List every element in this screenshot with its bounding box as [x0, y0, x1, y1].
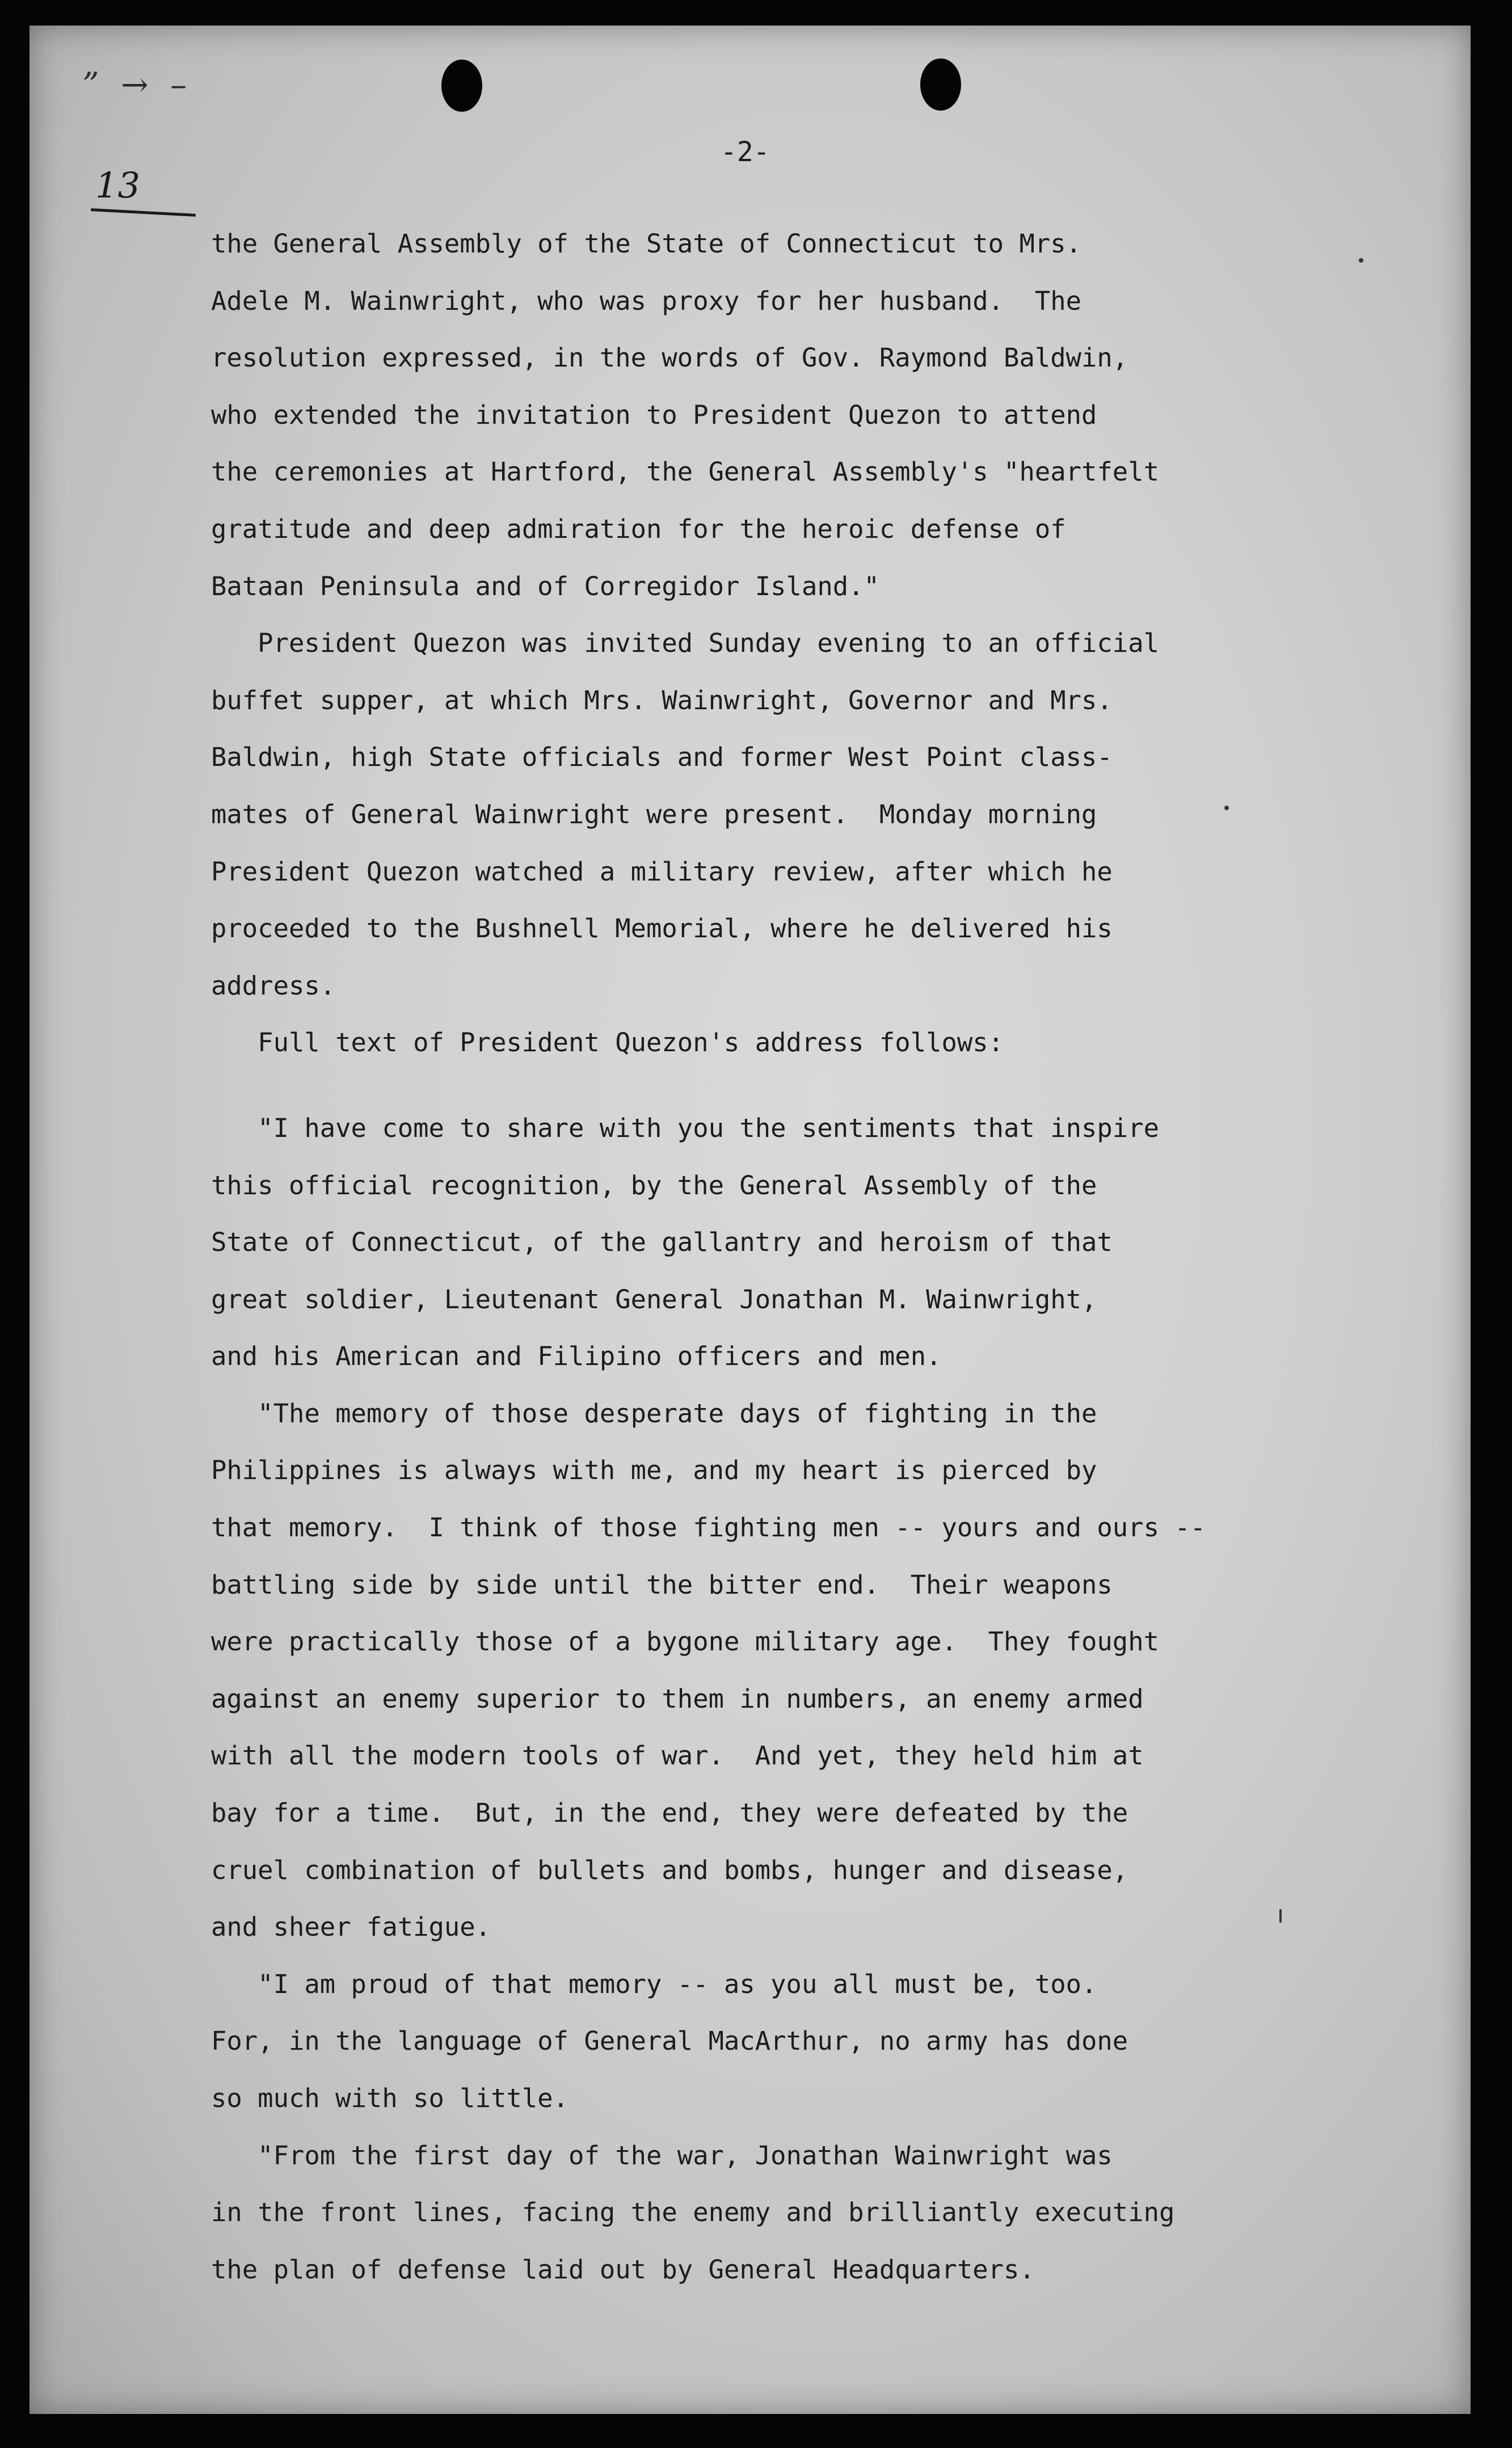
text-line: mates of General Wainwright were present. Monday morning	[211, 799, 1097, 829]
text-line: For, in the language of General MacArthur, no army has done	[211, 2026, 1128, 2057]
punch-hole-right	[920, 58, 961, 111]
paper-speck	[1279, 1909, 1282, 1923]
text-line: resolution expressed, in the words of Gov. Raymond Baldwin,	[211, 343, 1128, 373]
text-line: were practically those of a bygone military age. They fought	[211, 1627, 1159, 1657]
text-line: so much with so little.	[211, 2083, 569, 2113]
text-line: this official recognition, by the General Assembly of the	[211, 1170, 1097, 1200]
text-line: "The memory of those desperate days of fighting in the	[211, 1398, 1097, 1429]
typed-body-text	[211, 216, 1346, 2298]
text-line: "I am proud of that memory -- as you all must be, too.	[211, 1969, 1097, 1999]
text-line: President Quezon was invited Sunday evening to an official	[211, 628, 1159, 659]
text-line: Baldwin, high State officials and former West Point class-	[211, 742, 1113, 773]
text-line: great soldier, Lieutenant General Jonathan M. Wainwright,	[211, 1284, 1097, 1314]
text-line: who extended the invitation to President Quezon to attend	[211, 399, 1097, 430]
punch-hole-left	[441, 60, 482, 112]
text-line: address.	[211, 970, 336, 1001]
text-line: President Quezon watched a military review, after which he	[211, 856, 1113, 887]
corner-pencil-mark: ” → –	[82, 65, 193, 104]
text-line: and his American and Filipino officers and men.	[211, 1341, 942, 1372]
text-line: bay for a time. But, in the end, they were defeated by the	[211, 1798, 1128, 1828]
handwritten-margin-number: 13	[95, 165, 140, 206]
text-line: the General Assembly of the State of Connecticut to Mrs.	[211, 229, 1082, 259]
text-line: the plan of defense laid out by General Headquarters.	[211, 2254, 1035, 2285]
text-line: buffet supper, at which Mrs. Wainwright, Governor and Mrs.	[211, 685, 1113, 715]
text-line: and sheer fatigue.	[211, 1912, 491, 1943]
text-line: against an enemy superior to them in numbers, an enemy armed	[211, 1683, 1144, 1714]
text-line: "I have come to share with you the sentiments that inspire	[211, 1113, 1159, 1143]
text-line: that memory. I think of those fighting men -- yours and ours --	[211, 1512, 1206, 1543]
text-line: Philippines is always with me, and my heart is pierced by	[211, 1455, 1097, 1486]
text-line: proceeded to the Bushnell Memorial, where he delivered his	[211, 913, 1113, 944]
text-line: with all the modern tools of war. And yet, they held him at	[211, 1741, 1144, 1771]
paper-speck	[1359, 258, 1363, 263]
text-line: Adele M. Wainwright, who was proxy for her husband. The	[211, 285, 1082, 316]
page-number: -2-	[721, 136, 770, 168]
text-line: the ceremonies at Hartford, the General Assembly's "heartfelt	[211, 457, 1159, 487]
text-line: gratitude and deep admiration for the heroic defense of	[211, 513, 1066, 544]
text-line: in the front lines, facing the enemy and brilliantly executing	[211, 2197, 1175, 2228]
text-line: cruel combination of bullets and bombs, hunger and disease,	[211, 1855, 1128, 1885]
text-line: State of Connecticut, of the gallantry and heroism of that	[211, 1227, 1113, 1258]
text-line: "From the first day of the war, Jonathan Wainwright was	[211, 2140, 1113, 2171]
text-line: battling side by side until the bitter end. Their weapons	[211, 1569, 1113, 1600]
paper-speck	[1224, 806, 1229, 810]
text-line: Bataan Peninsula and of Corregidor Island."	[211, 571, 879, 601]
text-line: Full text of President Quezon's address follows:	[211, 1027, 1004, 1058]
